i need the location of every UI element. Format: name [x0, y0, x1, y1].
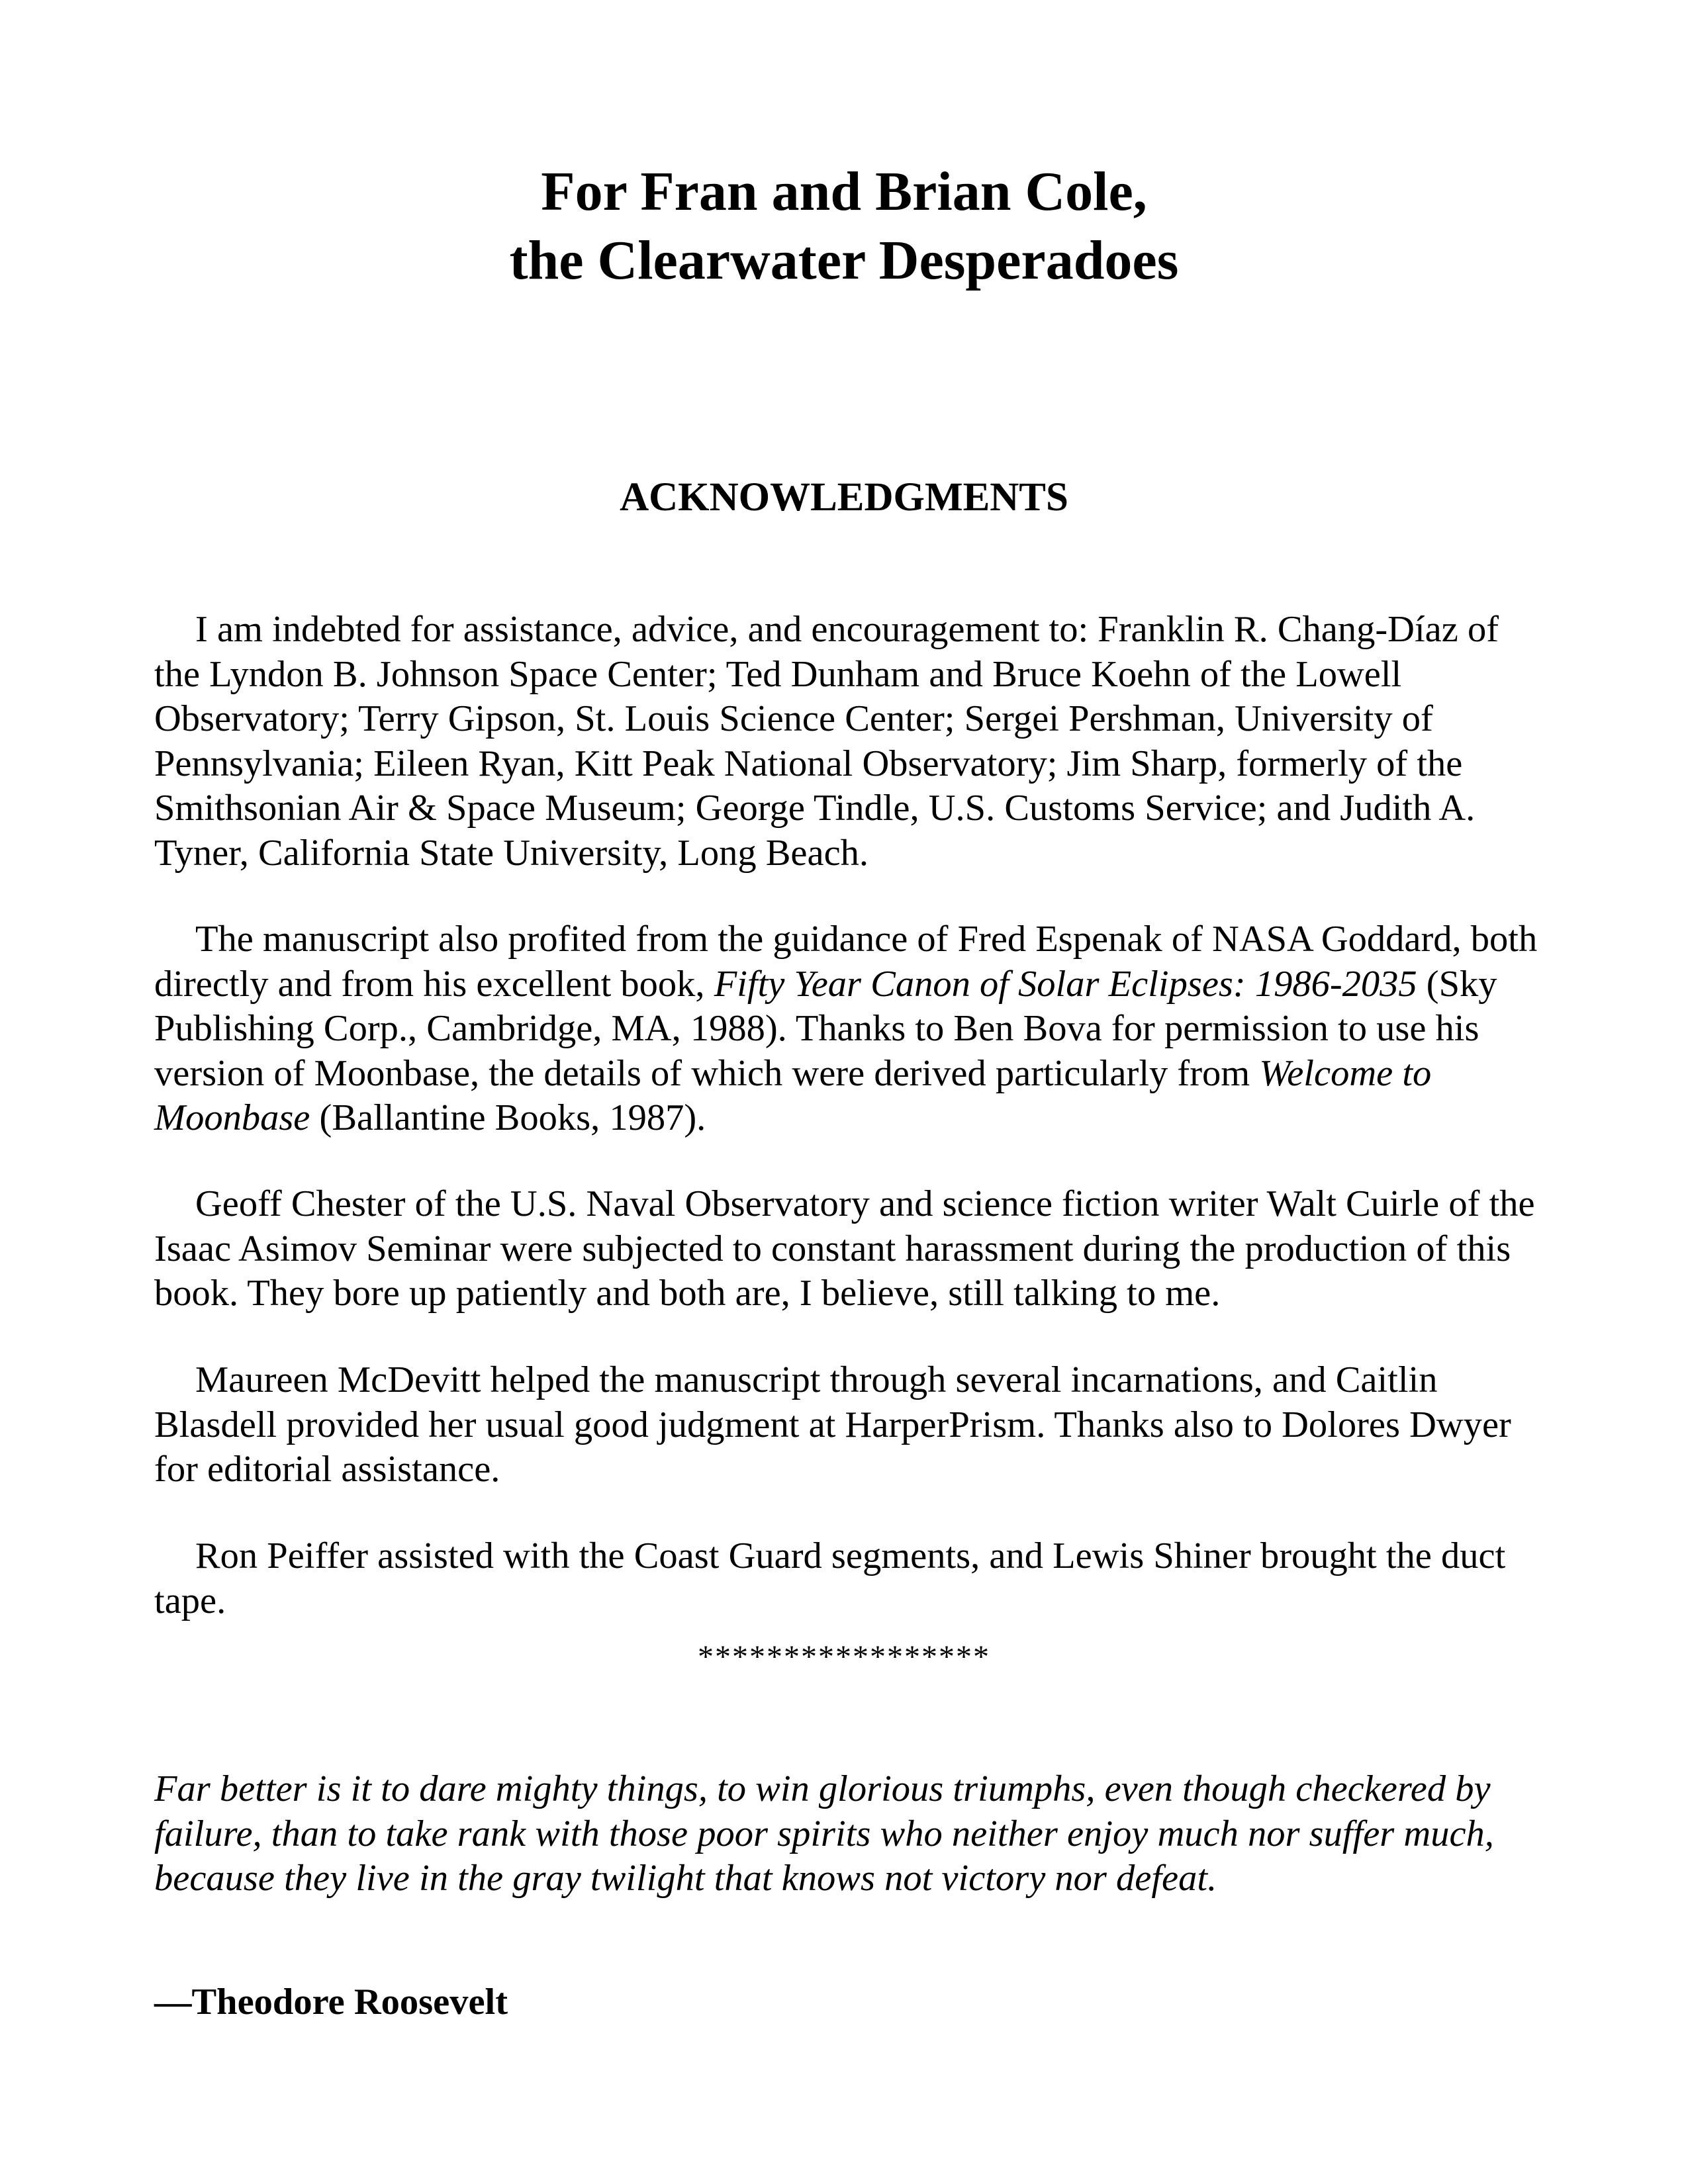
acknowledgments-paragraph-3: Geoff Chester of the U.S. Naval Observatory and science fiction writer Walt Cuirle of the Isaac Asimov Seminar were subjected to constant harassment during the production of this book. They bore up patiently and both are, I believe, still talking to me.: [154, 1183, 1535, 1314]
acknowledgments-paragraph-2: [154, 917, 1544, 1141]
paragraph-2-text-c: (Ballantine Books, 1987).: [310, 1097, 706, 1138]
acknowledgments-paragraph-4: Maureen McDevitt helped the manuscript through several incarnations, and Caitlin Blasdell provided her usual good judgment at HarperPrism. Thanks also to Dolores Dwyer for editorial assistance.: [154, 1359, 1511, 1490]
book-title-welcome-to-moonbase: Welcome to Moonbase: [154, 1052, 1432, 1138]
paragraph-2-text-b: (Sky Publishing Corp., Cambridge, MA, 1988). Thanks to Ben Bova for permission to use his version of Moonbase, the details of which were derived particularly from: [154, 963, 1497, 1094]
epigraph-quote: Far better is it to dare mighty things, to win glorious triumphs, even though checkered by failure, than to take rank with those poor spirits who neither enjoy much nor suffer much, because they live in the gray twilight that knows not victory nor defeat.: [154, 1768, 1494, 1899]
section-separator: *****************: [698, 1639, 990, 1674]
dedication-line-1: For Fran and Brian Cole,: [541, 161, 1147, 222]
acknowledgments-heading: ACKNOWLEDGMENTS: [620, 475, 1068, 520]
epigraph-attribution: —Theodore Roosevelt: [154, 1981, 508, 2023]
acknowledgments-paragraph-1: I am indebted for assistance, advice, and encouragement to: Franklin R. Chang-Díaz of the Lyndon B. Johnson Space Center; Ted Dunham and Bruce Koehn of the Lowell Observatory; Terry Gipson, St. Louis Science Center; Sergei Pershman, University of Pennsylvania; Eileen Ryan, Kitt Peak National Observatory; Jim Sharp, formerly of the Smithsonian Air & Space Museum; George Tindle, U.S. Customs Service; and Judith A. Tyner, California State University, Long Beach.: [154, 609, 1499, 874]
acknowledgments-paragraph-5: Ron Peiffer assisted with the Coast Guard segments, and Lewis Shiner brought the duct tape.: [154, 1535, 1506, 1621]
dedication-line-2: the Clearwater Desperadoes: [509, 230, 1179, 291]
book-title-fifty-year-canon: Fifty Year Canon of Solar Eclipses: 1986-2035: [714, 963, 1417, 1005]
paragraph-2-text-a: The manuscript also profited from the guidance of Fred Espenak of NASA Goddard, both directly and from his excellent book,: [154, 919, 1538, 1005]
